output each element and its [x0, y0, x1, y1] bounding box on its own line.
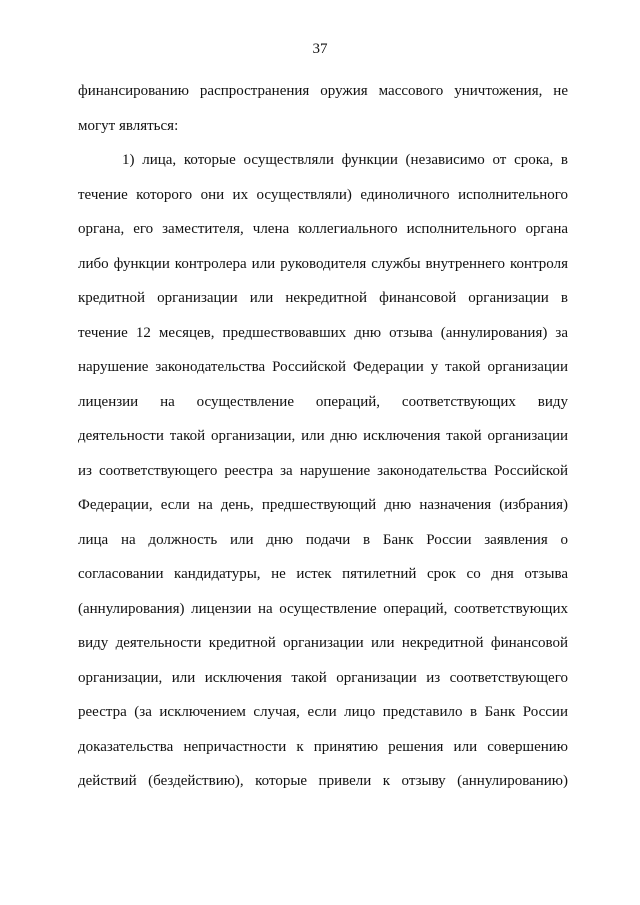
text-line: лица на должность или дню подачи в Банк России заявления о: [78, 531, 568, 548]
text-line: органа, его заместителя, члена коллегиального исполнительного органа: [78, 221, 568, 237]
text-line: деятельности такой организации, или дню исключения такой организации: [78, 428, 568, 444]
text-line: лицензии на осуществление операций, соответствующих виду: [78, 393, 568, 410]
text-line: доказательства непричастности к принятию решения или совершению: [78, 738, 568, 755]
text-line: 1) лица, которые осуществляли функции (независимо от срока, в: [122, 152, 568, 168]
body-text: [78, 80, 568, 805]
text-line: действий (бездействию), которые привели к отзыву (аннулированию): [78, 773, 568, 789]
text-line: могут являться:: [78, 117, 179, 134]
text-line: согласовании кандидатуры, не истек пятилетний срок со дня отзыва: [78, 566, 568, 582]
text-line: Федерации, если на день, предшествующий дню назначения (избрания): [78, 497, 568, 513]
text-line: виду деятельности кредитной организации или некредитной финансовой: [78, 635, 568, 651]
page-number: 37: [312, 41, 328, 57]
text-line: организации, или исключения такой организации из соответствующего: [78, 669, 568, 686]
text-line: течение 12 месяцев, предшествовавших дню отзыва (аннулирования) за: [78, 324, 568, 341]
text-line: либо функции контролера или руководителя службы внутреннего контроля: [78, 255, 568, 272]
text-line: течение которого они их осуществляли) единоличного исполнительного: [78, 186, 568, 203]
text-line: нарушение законодательства Российской Федерации у такой организации: [78, 359, 568, 375]
text-line: финансированию распространения оружия массового уничтожения, не: [78, 83, 568, 99]
text-line: кредитной организации или некредитной финансовой организации в: [78, 290, 568, 306]
text-line: из соответствующего реестра за нарушение законодательства Российской: [78, 462, 568, 479]
text-line: (аннулирования) лицензии на осуществление операций, соответствующих: [78, 600, 568, 617]
text-line: реестра (за исключением случая, если лицо представило в Банк России: [78, 704, 568, 720]
